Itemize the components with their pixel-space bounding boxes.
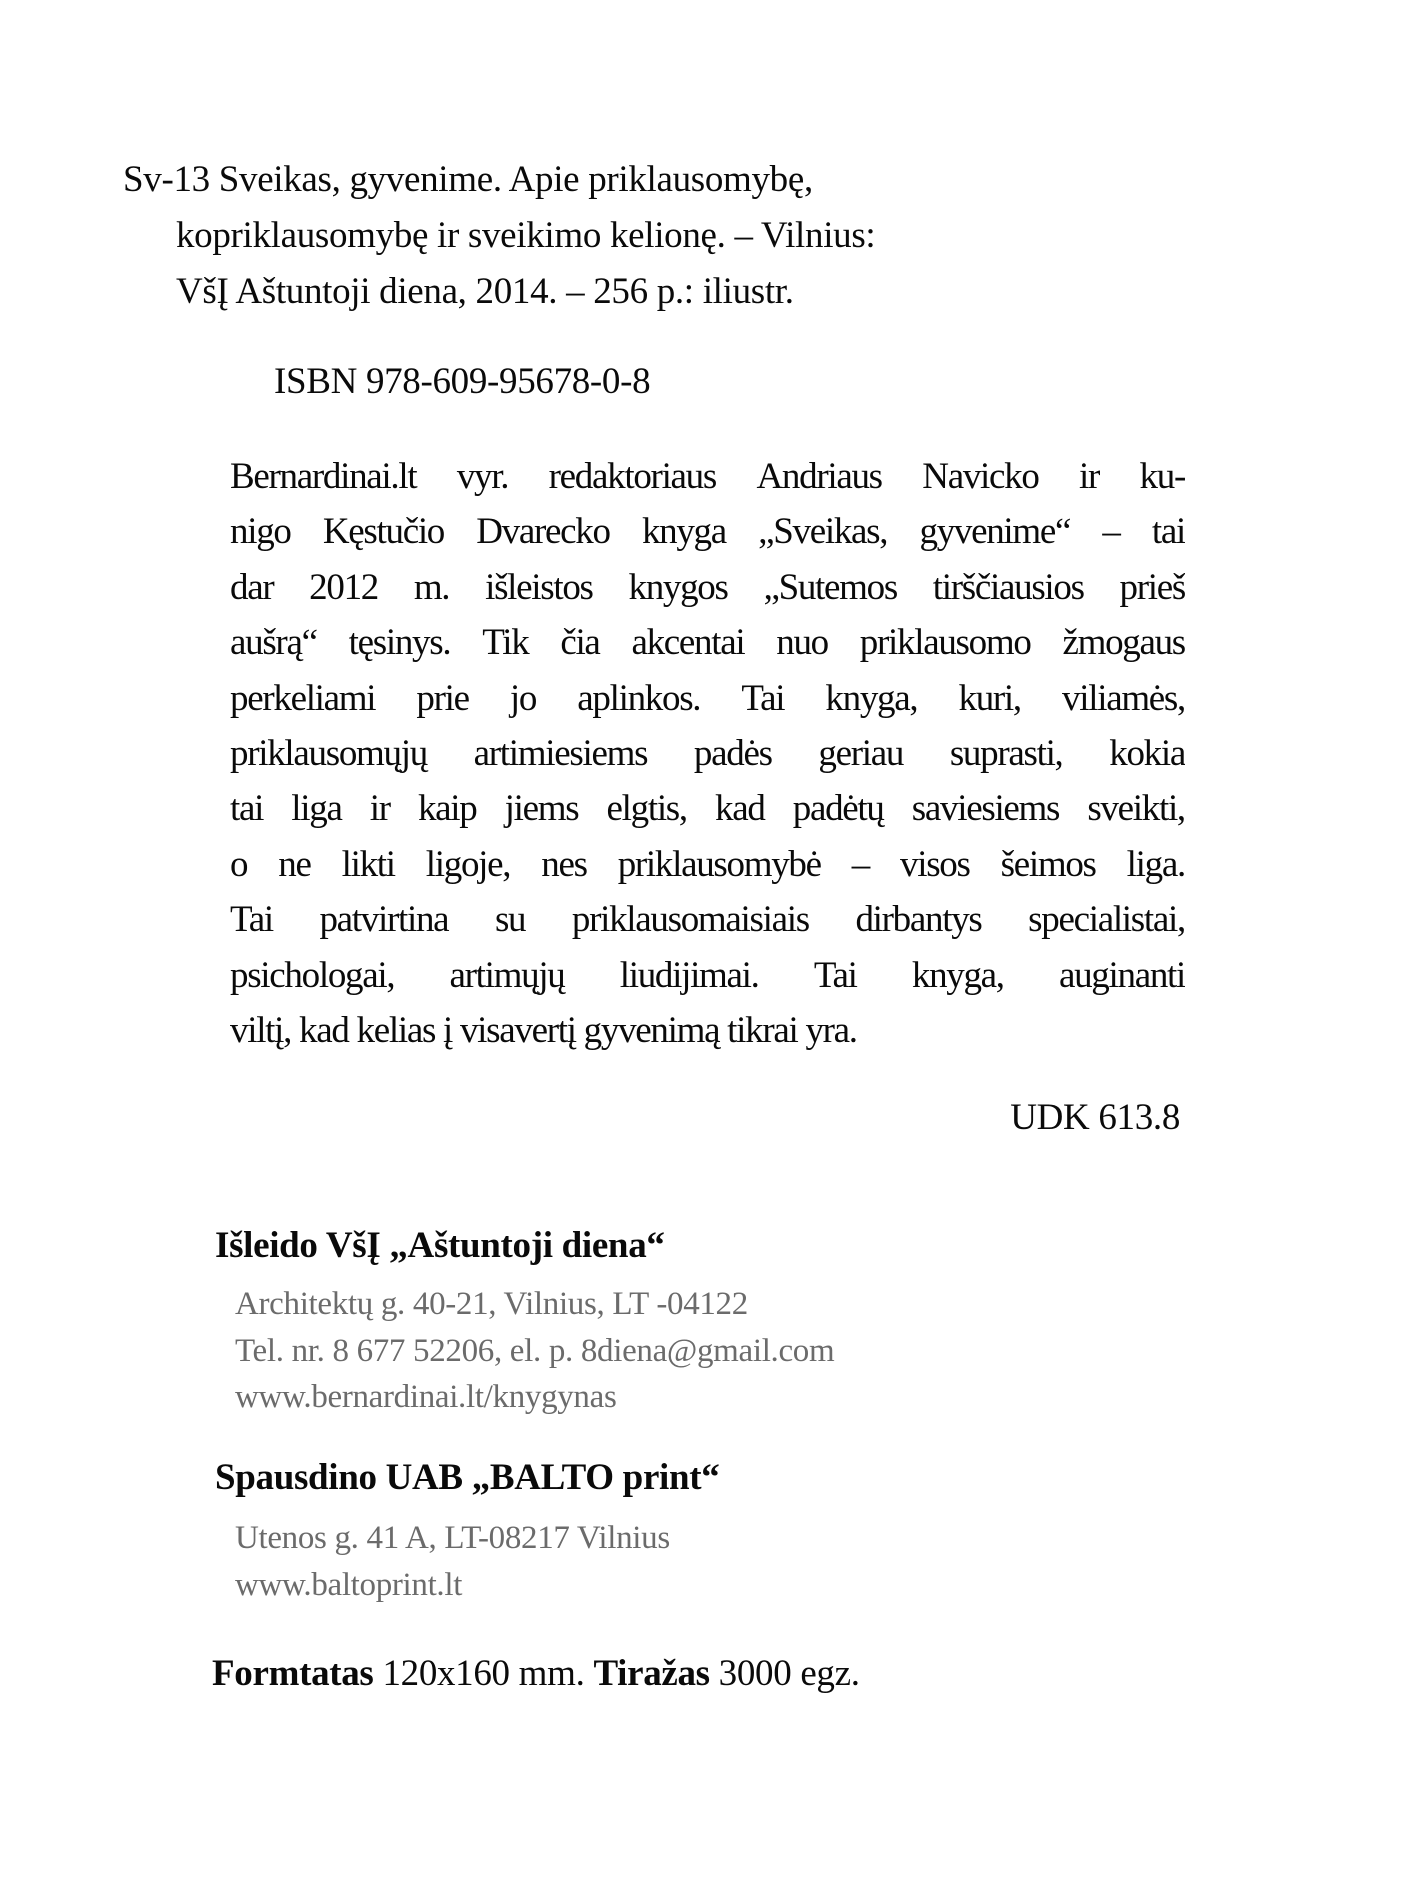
printer-heading: Spausdino UAB „BALTO print“ — [215, 1457, 720, 1498]
format-value: 120x160 mm. — [382, 1653, 585, 1694]
printer-website-line: www.baltoprint.lt — [235, 1566, 463, 1603]
annotation-line: Tai patvirtina su priklausomaisiais dirbantys specialistai, — [230, 899, 1185, 941]
annotation-line: psichologai, artimųjų liudijimai. Tai knyga, auginanti — [230, 954, 1185, 996]
annotation-line: dar 2012 m. išleistos knygos „Sutemos tirščiausios prieš — [230, 566, 1185, 608]
tirazas-value: 3000 egz. — [718, 1653, 860, 1694]
catalog-entry-line-3: VšĮ Aštuntoji diena, 2014. – 256 p.: iliustr. — [176, 271, 794, 312]
catalog-entry — [123, 152, 875, 320]
annotation-paragraph — [230, 449, 1185, 1058]
catalog-code: Sv-13 — [123, 159, 210, 200]
tirazas-label: Tiražas — [593, 1653, 710, 1694]
udk-code: UDK 613.8 — [1010, 1097, 1180, 1138]
isbn-line: ISBN 978-609-95678-0-8 — [274, 361, 651, 402]
catalog-entry-line-2: kopriklausomybę ir sveikimo kelionę. – Vilnius: — [176, 215, 876, 256]
annotation-line: viltį, kad kelias į visavertį gyvenimą tikrai yra. — [230, 1009, 857, 1051]
annotation-line: o ne likti ligoje, nes priklausomybė – visos šeimos liga. — [230, 843, 1185, 885]
annotation-line: Bernardinai.lt vyr. redaktoriaus Andriaus Navicko ir ku- — [230, 456, 1185, 497]
printer-address-line: Utenos g. 41 A, LT-08217 Vilnius — [235, 1520, 670, 1556]
annotation-line: nigo Kęstučio Dvarecko knyga „Sveikas, gyvenime“ – tai — [230, 511, 1185, 553]
annotation-line: priklausomųjų artimiesiems padės geriau suprasti, kokia — [230, 732, 1185, 774]
publisher-address-line: Architektų g. 40-21, Vilnius, LT -04122 — [235, 1286, 748, 1322]
publisher-website-line: www.bernardinai.lt/knygynas — [235, 1379, 617, 1415]
catalog-title-text: Sveikas, gyvenime. Apie priklausomybę, — [218, 159, 813, 200]
format-label: Formtatas — [212, 1653, 374, 1694]
publisher-heading: Išleido VšĮ „Aštuntoji diena“ — [215, 1225, 665, 1266]
publisher-address — [235, 1281, 834, 1421]
annotation-line: tai liga ir kaip jiems elgtis, kad padėtų saviesiems sveikti, — [230, 788, 1185, 830]
format-tirazas-line — [212, 1648, 860, 1700]
printer-address — [235, 1515, 670, 1608]
annotation-line: aušrą“ tęsinys. Tik čia akcentai nuo priklausomo žmogaus — [230, 622, 1185, 664]
catalog-entry-line-1 — [123, 152, 875, 208]
annotation-line: perkeliami prie jo aplinkos. Tai knyga, kuri, viliamės, — [230, 677, 1185, 719]
publisher-phone-email-line: Tel. nr. 8 677 52206, el. p. 8diena@gmail.com — [235, 1332, 835, 1369]
